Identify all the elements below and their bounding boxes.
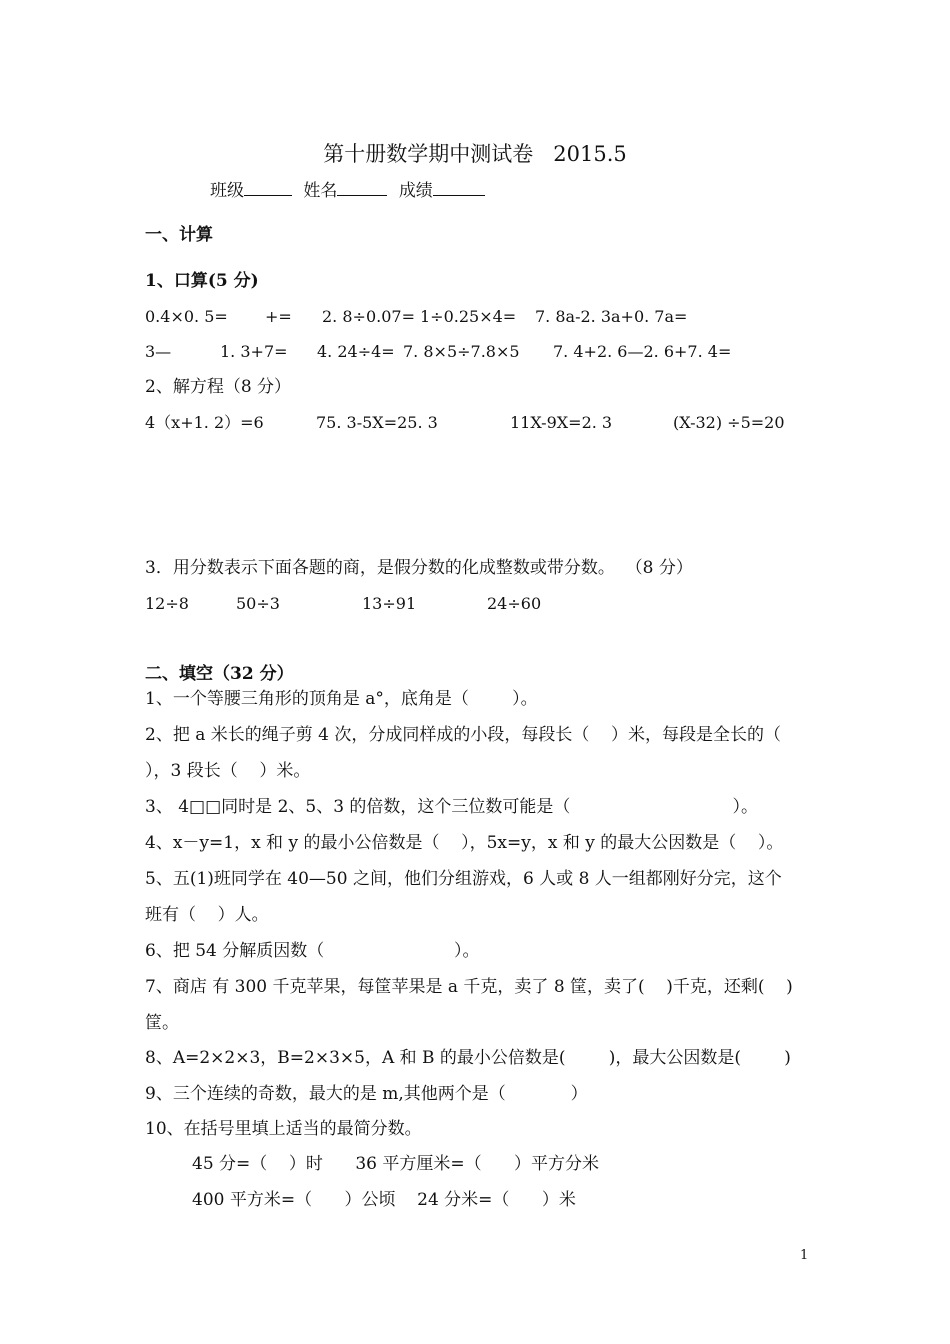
score-blank (433, 179, 485, 196)
student-info-line (210, 176, 491, 201)
oral-calc-item: 4. 24÷4= (317, 342, 395, 361)
fill-blank-line: 班有（ ）人。 (145, 905, 269, 925)
oral-calc-item: 1÷0.25×4= (420, 307, 517, 326)
score-label: 成绩 (398, 181, 433, 201)
unit-conversion-row: 45 分=（ ）时 36 平方厘米=（ ）平方分米 (192, 1154, 600, 1174)
equation-item: 4（x+1. 2）=6 (145, 413, 264, 432)
fill-blank-line: 5、五(1)班同学在 40—50 之间，他们分组游戏，6 人或 8 人一组都刚好分完，这个 (145, 869, 782, 889)
equation-item: 75. 3-5X=25. 3 (316, 413, 438, 432)
fraction-item: 13÷91 (362, 594, 417, 613)
name-label: 姓名 (303, 181, 338, 201)
name-blank (337, 179, 387, 196)
oral-calc-item: += (265, 307, 292, 326)
oral-calc-item: 7. 4+2. 6—2. 6+7. 4= (553, 342, 732, 361)
page-number: 1 (800, 1248, 809, 1263)
fill-blank-line: 9、三个连续的奇数，最大的是 m,其他两个是（ ） (145, 1084, 588, 1104)
fill-blank-line: 4、x－y=1，x 和 y 的最小公倍数是（ ），5x=y，x 和 y 的最大公因数是（ ）。 (145, 833, 784, 853)
oral-calc-item: 2. 8÷0.07= (322, 307, 415, 326)
oral-calc-item: 3— (145, 342, 172, 361)
oral-calc-item: 7. 8×5÷7.8×5 (403, 342, 520, 361)
section2-heading: 二、填空（32 分） (145, 664, 294, 684)
q1-heading: 1、口算(5 分) (145, 271, 259, 291)
fill-blank-line: 2、把 a 米长的绳子剪 4 次，分成同样成的小段，每段长（ ）米，每段是全长的（ (145, 725, 781, 745)
fill-blank-line: 6、把 54 分解质因数（ ）。 (145, 941, 480, 961)
q3-heading: 3．用分数表示下面各题的商，是假分数的化成整数或带分数。 （8 分） (145, 558, 693, 578)
fill-blank-line: 8、A=2×2×3，B=2×3×5，A 和 B 的最小公倍数是( )，最大公因数是( ) (145, 1048, 791, 1068)
unit-conversion-row: 400 平方米=（ ）公顷 24 分米=（ ）米 (192, 1190, 576, 1210)
fraction-item: 50÷3 (236, 594, 280, 613)
fraction-item: 24÷60 (487, 594, 542, 613)
oral-calc-item: 1. 3+7= (220, 342, 288, 361)
page-title: 第十册数学期中测试卷 2015.5 (323, 142, 627, 166)
q2-heading: 2、解方程（8 分） (145, 377, 292, 397)
equation-item: 11X-9X=2. 3 (510, 413, 613, 432)
fill-blank-line: 10、在括号里填上适当的最简分数。 (145, 1119, 422, 1139)
class-label: 班级 (210, 181, 244, 201)
oral-calc-item: 0.4×0. 5= (145, 307, 228, 326)
fill-blank-line: ），3 段长（ ）米。 (145, 761, 311, 781)
fill-blank-line: 3、 4□□同时是 2、5、3 的倍数，这个三位数可能是（ ）。 (145, 797, 759, 817)
fraction-item: 12÷8 (145, 594, 189, 613)
equation-item: (X-32) ÷5=20 (673, 413, 785, 432)
fill-blank-line: 1、一个等腰三角形的顶角是 a°，底角是（ ）。 (145, 689, 538, 709)
section1-heading: 一、计算 (145, 225, 213, 245)
oral-calc-item: 7. 8a-2. 3a+0. 7a= (535, 307, 688, 326)
fill-blank-line: 筐。 (145, 1013, 179, 1033)
class-blank (244, 179, 292, 196)
fill-blank-line: 7、商店 有 300 千克苹果，每筐苹果是 a 千克，卖了 8 筐，卖了( )千克，还剩( ) (145, 977, 793, 997)
